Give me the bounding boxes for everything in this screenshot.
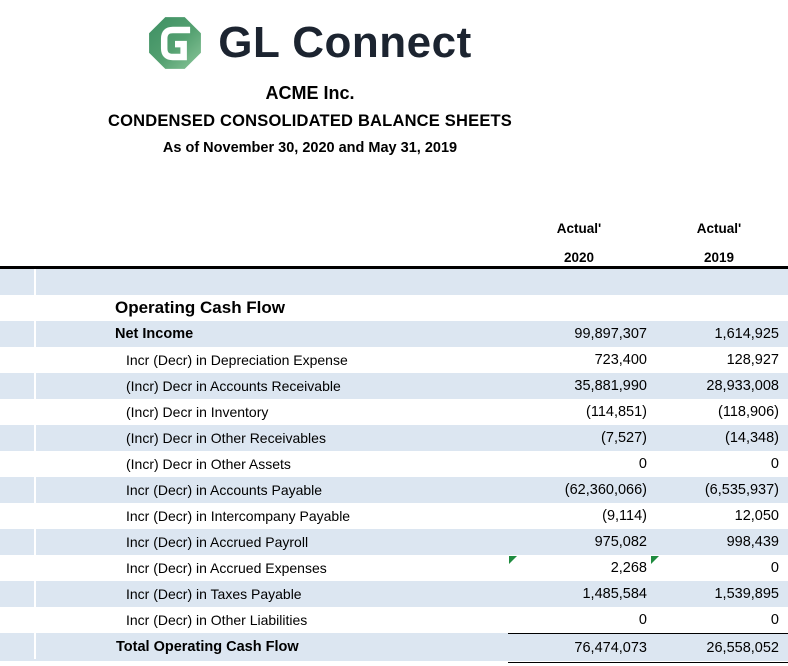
value-2020: 76,474,073 bbox=[574, 640, 647, 656]
row-label-cell bbox=[0, 295, 508, 321]
value-2020: 0 bbox=[638, 612, 647, 628]
table-rows bbox=[0, 269, 788, 661]
value-cell-2019 bbox=[650, 581, 788, 607]
value-2019: (6,535,937) bbox=[704, 482, 779, 498]
table-row bbox=[0, 581, 788, 607]
value-2020: (62,360,066) bbox=[564, 482, 647, 498]
row-label: (Incr) Decr in Other Receivables bbox=[126, 430, 326, 446]
value-cell-2020 bbox=[508, 529, 650, 555]
row-label: Incr (Decr) in Accrued Payroll bbox=[126, 534, 309, 550]
value-2019: 1,539,895 bbox=[714, 586, 779, 602]
column-header-2020-line1: Actual' bbox=[556, 221, 602, 236]
table-row bbox=[0, 633, 788, 661]
value-cell-2019 bbox=[650, 321, 788, 347]
row-label-cell bbox=[0, 425, 508, 451]
value-cell-2020 bbox=[508, 581, 650, 607]
row-label: Net Income bbox=[115, 326, 194, 342]
value-2019: 0 bbox=[770, 560, 779, 576]
value-2020: 2,268 bbox=[610, 560, 647, 576]
value-2019: (14,348) bbox=[724, 430, 779, 446]
table-row bbox=[0, 425, 788, 451]
value-cell-2020 bbox=[508, 295, 650, 321]
value-cell-2019[interactable] bbox=[650, 555, 788, 581]
value-cell-2019 bbox=[650, 347, 788, 373]
row-label-cell bbox=[0, 607, 508, 633]
row-label-cell bbox=[0, 477, 508, 503]
row-label: Total Operating Cash Flow bbox=[116, 639, 299, 655]
value-2020: 0 bbox=[638, 456, 647, 472]
value-2020: (7,527) bbox=[601, 430, 647, 446]
value-cell-2020[interactable] bbox=[508, 555, 650, 581]
value-2020: 975,082 bbox=[594, 534, 647, 550]
value-2019: 0 bbox=[770, 456, 779, 472]
value-2020: 1,485,584 bbox=[582, 586, 647, 602]
company-name: ACME Inc. bbox=[265, 83, 355, 103]
row-label-cell bbox=[0, 347, 508, 373]
table-row bbox=[0, 399, 788, 425]
row-label-cell bbox=[0, 529, 508, 555]
value-cell-2020 bbox=[508, 347, 650, 373]
gl-connect-logo bbox=[0, 12, 620, 74]
value-cell-2020 bbox=[508, 321, 650, 347]
row-label-cell bbox=[0, 373, 508, 399]
value-2019: (118,906) bbox=[718, 404, 779, 420]
table-row bbox=[0, 555, 788, 581]
row-label-cell bbox=[0, 269, 508, 295]
value-cell-2020 bbox=[508, 503, 650, 529]
table-row bbox=[0, 607, 788, 633]
value-cell-2020 bbox=[508, 425, 650, 451]
value-2020: (9,114) bbox=[602, 508, 647, 524]
table-row bbox=[0, 503, 788, 529]
value-cell-2019 bbox=[650, 529, 788, 555]
value-cell-2020 bbox=[508, 373, 650, 399]
row-label-cell bbox=[0, 633, 508, 663]
table-row bbox=[0, 269, 788, 295]
left-column-divider bbox=[34, 269, 36, 659]
value-cell-2019 bbox=[650, 477, 788, 503]
table-row bbox=[0, 347, 788, 373]
value-cell-2019 bbox=[650, 399, 788, 425]
value-2019: 128,927 bbox=[726, 352, 779, 368]
column-header-2020-line2: 2020 bbox=[563, 250, 595, 265]
row-label: Incr (Decr) in Depreciation Expense bbox=[126, 352, 348, 368]
value-2019: 26,558,052 bbox=[706, 640, 779, 656]
row-label-cell bbox=[0, 555, 508, 581]
value-2019: 1,614,925 bbox=[714, 326, 779, 342]
value-2020: 35,881,990 bbox=[574, 378, 647, 394]
row-label-cell bbox=[0, 581, 508, 607]
value-cell-2020 bbox=[508, 477, 650, 503]
table-row bbox=[0, 529, 788, 555]
value-cell-2020 bbox=[508, 399, 650, 425]
edited-cell-flag-icon bbox=[509, 556, 517, 564]
row-label-cell bbox=[0, 399, 508, 425]
value-cell-2020 bbox=[508, 269, 650, 295]
table-row bbox=[0, 295, 788, 321]
value-cell-2019 bbox=[650, 295, 788, 321]
row-label: (Incr) Decr in Accounts Receivable bbox=[126, 378, 341, 394]
row-label: (Incr) Decr in Inventory bbox=[126, 404, 269, 420]
value-cell-2020 bbox=[508, 451, 650, 477]
value-cell-2019 bbox=[650, 269, 788, 295]
column-header-2019-line1: Actual' bbox=[696, 221, 742, 236]
value-cell-2019 bbox=[650, 451, 788, 477]
row-label: (Incr) Decr in Other Assets bbox=[126, 456, 291, 472]
row-label: Incr (Decr) in Accounts Payable bbox=[126, 482, 323, 498]
row-label: Incr (Decr) in Intercompany Payable bbox=[126, 508, 351, 524]
column-header-2019-line2: 2019 bbox=[703, 250, 735, 265]
report-subtitle: As of November 30, 2020 and May 31, 2019 bbox=[162, 140, 458, 156]
row-label-cell bbox=[0, 321, 508, 347]
table-row bbox=[0, 321, 788, 347]
value-2019: 998,439 bbox=[726, 534, 779, 550]
value-2020: 99,897,307 bbox=[574, 326, 647, 342]
value-2019: 0 bbox=[770, 612, 779, 628]
row-label: Incr (Decr) in Other Liabilities bbox=[126, 612, 308, 628]
value-cell-2020 bbox=[508, 607, 650, 633]
value-cell-2019 bbox=[650, 633, 788, 663]
edited-cell-flag-icon bbox=[651, 556, 659, 564]
table-row bbox=[0, 373, 788, 399]
table-row bbox=[0, 451, 788, 477]
value-cell-2019 bbox=[650, 607, 788, 633]
row-label: Incr (Decr) in Accrued Expenses bbox=[126, 560, 327, 576]
value-cell-2020 bbox=[508, 633, 650, 663]
row-label-cell bbox=[0, 451, 508, 477]
value-2019: 12,050 bbox=[734, 508, 779, 524]
brand-name: GL Connect bbox=[218, 18, 472, 67]
column-header-actual-2020 bbox=[508, 214, 650, 272]
row-label: Incr (Decr) in Taxes Payable bbox=[126, 586, 302, 602]
table-row bbox=[0, 477, 788, 503]
value-cell-2019 bbox=[650, 503, 788, 529]
value-2020: (114,851) bbox=[586, 404, 647, 420]
value-2019: 28,933,008 bbox=[706, 378, 779, 394]
column-header-actual-2019 bbox=[650, 214, 788, 272]
row-label-cell bbox=[0, 503, 508, 529]
value-cell-2019 bbox=[650, 373, 788, 399]
gl-connect-hexagon-logo-icon bbox=[148, 16, 202, 70]
value-2020: 723,400 bbox=[594, 352, 647, 368]
row-label: Operating Cash Flow bbox=[115, 298, 286, 317]
value-cell-2019 bbox=[650, 425, 788, 451]
report-title: CONDENSED CONSOLIDATED BALANCE SHEETS bbox=[107, 112, 513, 130]
